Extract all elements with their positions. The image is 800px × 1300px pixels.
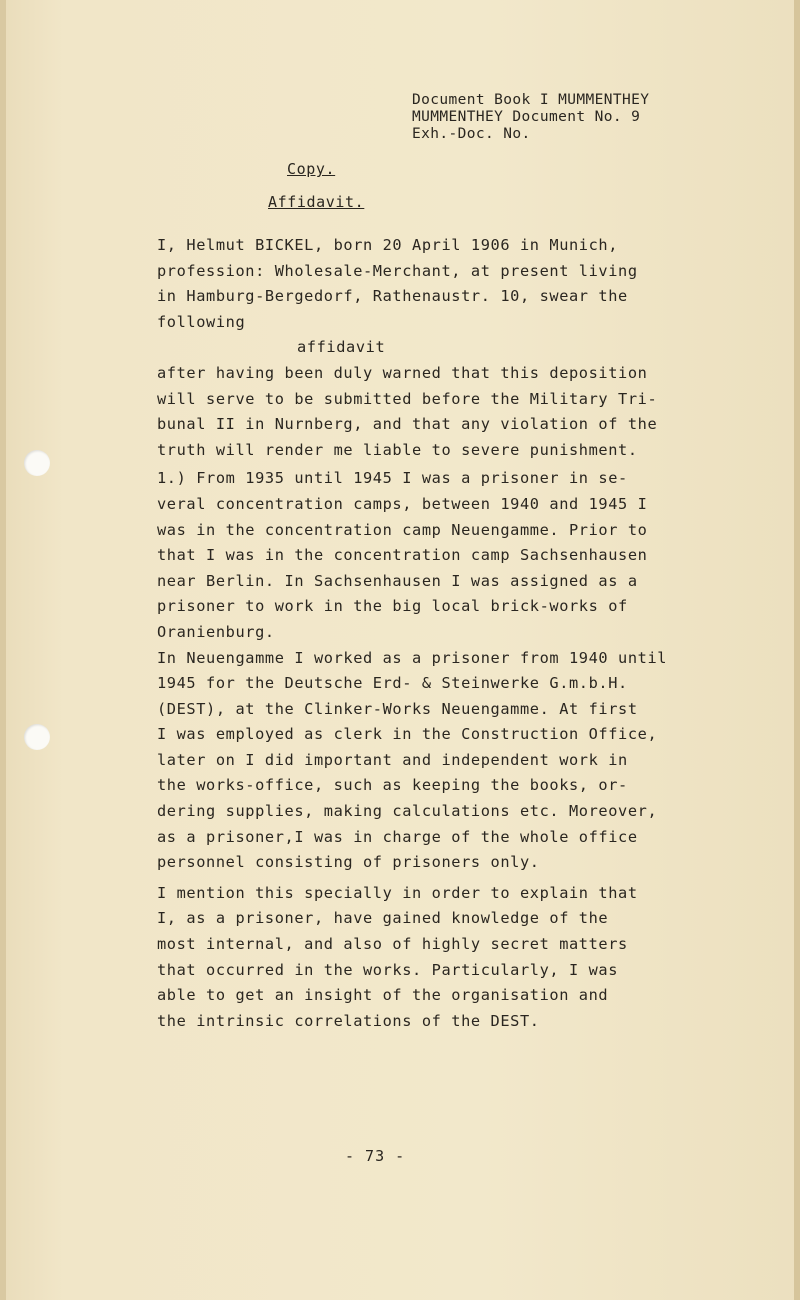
- mention-line: I mention this specially in order to explain that: [157, 883, 638, 902]
- point1-line: that I was in the concentration camp Sachsenhausen: [157, 546, 648, 565]
- paper-edge-right: [794, 0, 800, 1300]
- neuengamme-line: the works-office, such as keeping the books, or-: [157, 776, 628, 795]
- neuengamme-line: In Neuengamme I worked as a prisoner from 1940 until: [157, 648, 668, 667]
- point1-line: veral concentration camps, between 1940 and 1945 I: [157, 494, 648, 513]
- mention-line: that occurred in the works. Particularly, I was: [157, 960, 619, 979]
- intro-line: in Hamburg-Bergedorf, Rathenaustr. 10, swear the: [157, 287, 628, 306]
- header-line-1: Document Book I MUMMENTHEY: [412, 92, 650, 108]
- affidavit-body: [157, 233, 717, 1034]
- header-line-3: Exh.-Doc. No.: [412, 126, 531, 142]
- warning-line: will serve to be submitted before the Military Tri-: [157, 389, 658, 408]
- mention-line: able to get an insight of the organisation and: [157, 986, 609, 1005]
- warning-line: bunal II in Nurnberg, and that any violation of the: [157, 415, 658, 434]
- intro-line: I, Helmut BICKEL, born 20 April 1906 in Munich,: [157, 236, 619, 254]
- punch-hole-bottom: [24, 724, 50, 750]
- neuengamme-line: (DEST), at the Clinker-Works Neuengamme. At first: [157, 699, 638, 718]
- warning-line: truth will render me liable to severe punishment.: [157, 440, 638, 459]
- header-line-2: MUMMENTHEY Document No. 9: [412, 109, 641, 125]
- mention-line: I, as a prisoner, have gained knowledge of the: [157, 909, 609, 928]
- punch-hole-top: [24, 450, 50, 476]
- neuengamme-line: dering supplies, making calculations etc. Moreover,: [157, 802, 658, 821]
- neuengamme-line: as a prisoner,I was in charge of the whole office: [157, 827, 638, 846]
- intro-line: profession: Wholesale-Merchant, at present living: [157, 261, 638, 280]
- point1-line: Oranienburg.: [157, 622, 275, 641]
- page-title: Affidavit.: [268, 193, 365, 211]
- document-header: [412, 92, 649, 143]
- warning-line: after having been duly warned that this deposition: [157, 363, 648, 382]
- affidavit-heading: affidavit: [297, 338, 386, 357]
- page-number: - 73 -: [345, 1147, 406, 1165]
- neuengamme-line: later on I did important and independent work in: [157, 750, 628, 769]
- mention-line: most internal, and also of highly secret matters: [157, 935, 628, 954]
- intro-line: following: [157, 312, 246, 331]
- point1-line: 1.) From 1935 until 1945 I was a prisoner in se-: [157, 469, 628, 488]
- neuengamme-line: 1945 for the Deutsche Erd- & Steinwerke G.m.b.H.: [157, 674, 628, 693]
- point1-line: near Berlin. In Sachsenhausen I was assigned as a: [157, 571, 638, 590]
- mention-line: the intrinsic correlations of the DEST.: [157, 1011, 540, 1030]
- point1-line: was in the concentration camp Neuengamme. Prior to: [157, 520, 648, 539]
- neuengamme-line: personnel consisting of prisoners only.: [157, 853, 540, 872]
- copy-label: Copy.: [287, 160, 336, 178]
- point1-line: prisoner to work in the big local brick-works of: [157, 597, 628, 616]
- paper-edge-left: [0, 0, 6, 1300]
- neuengamme-line: I was employed as clerk in the Construction Office,: [157, 725, 658, 744]
